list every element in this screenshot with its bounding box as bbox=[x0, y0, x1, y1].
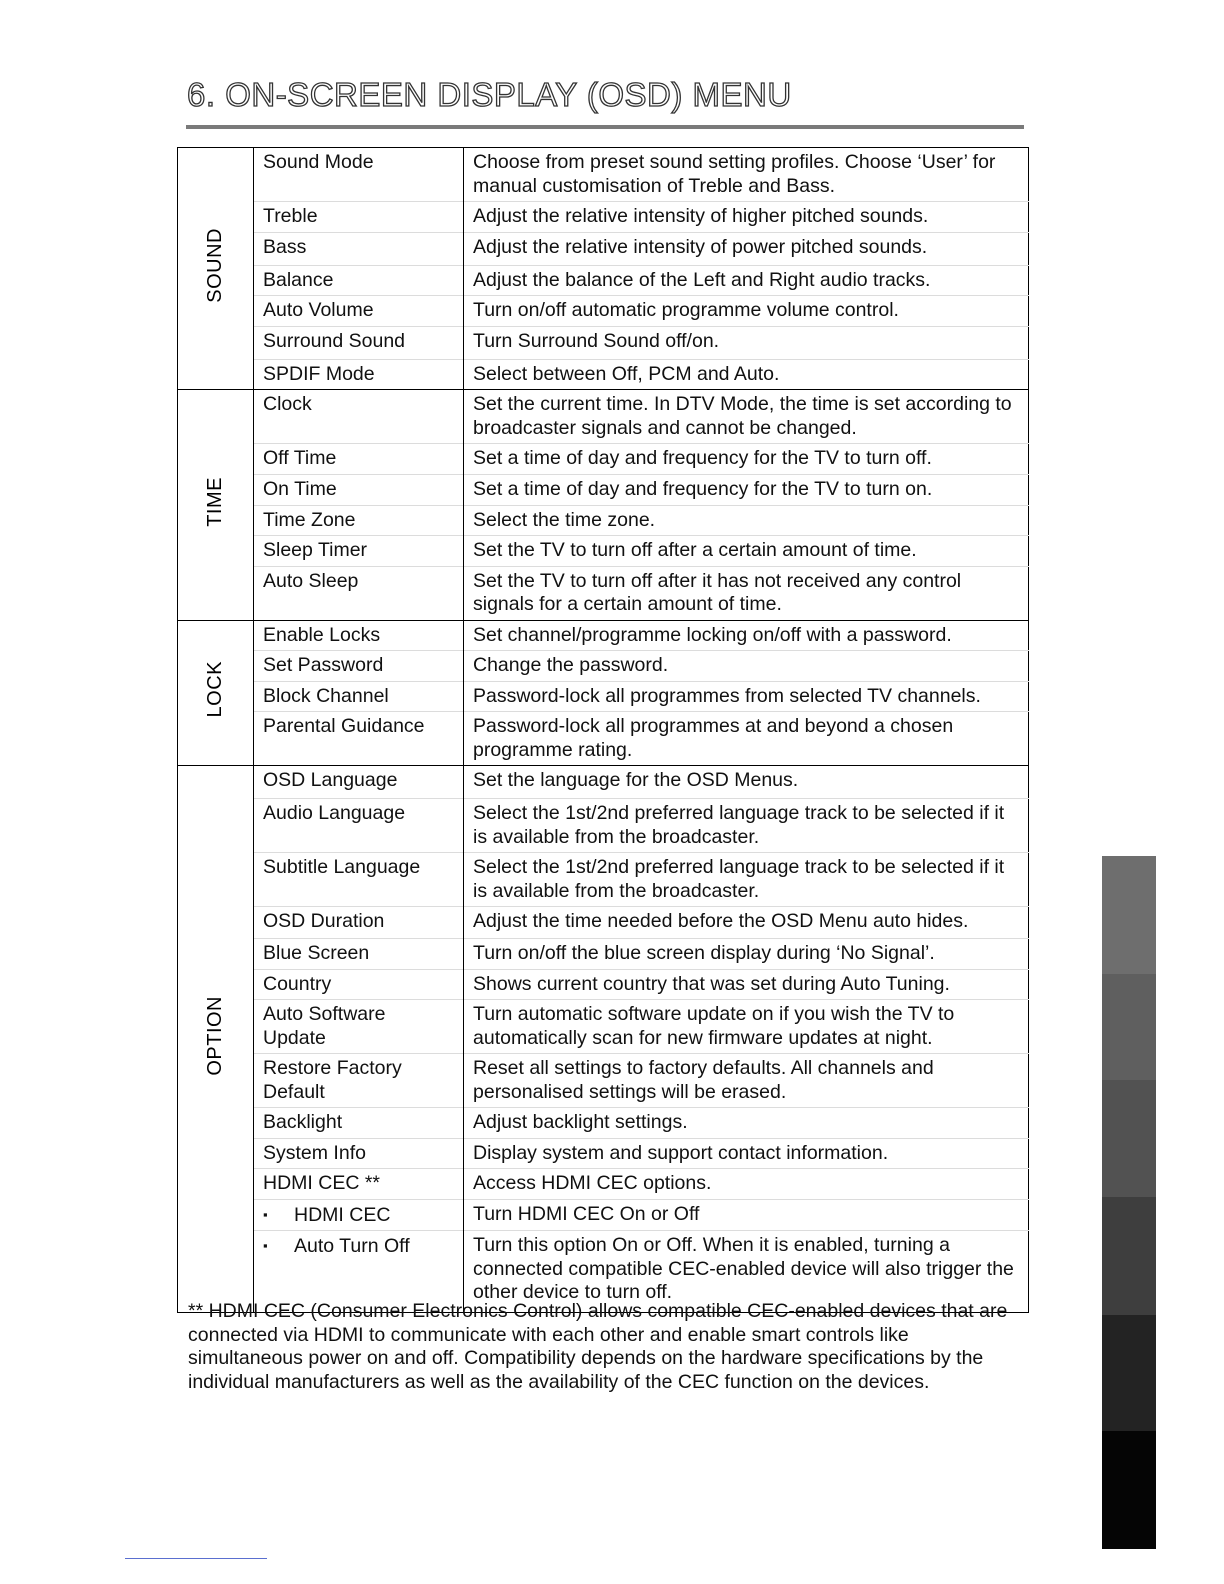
table-row bbox=[178, 651, 1029, 682]
section-thumb-tabs bbox=[1102, 856, 1156, 1549]
menu-item-name bbox=[254, 1199, 464, 1231]
table-row bbox=[178, 148, 1029, 202]
menu-item-label: Restore Factory Default bbox=[263, 1057, 402, 1103]
menu-item-description: Select the time zone. bbox=[464, 505, 1029, 536]
table-row bbox=[178, 1054, 1029, 1108]
menu-item-description: Turn HDMI CEC On or Off bbox=[464, 1199, 1029, 1231]
thumb-tab bbox=[1102, 856, 1156, 974]
menu-item-label: Set Password bbox=[263, 654, 384, 676]
table-row bbox=[178, 359, 1029, 390]
table-row bbox=[178, 939, 1029, 970]
table-row bbox=[178, 505, 1029, 536]
menu-item-name bbox=[254, 766, 464, 799]
category-label: SOUND bbox=[203, 227, 226, 303]
menu-item-description: Adjust backlight settings. bbox=[464, 1108, 1029, 1139]
menu-item-name bbox=[254, 853, 464, 907]
menu-item-name bbox=[254, 444, 464, 475]
menu-item-label: Enable Locks bbox=[263, 623, 381, 646]
menu-item-label: Off Time bbox=[263, 447, 337, 469]
menu-item-description: Set channel/programme locking on/off with a password. bbox=[464, 620, 1029, 651]
menu-item-label: System Info bbox=[263, 1141, 366, 1164]
menu-item-description: Turn automatic software update on if you wish the TV to automatically scan for new firmware updates at night. bbox=[464, 1000, 1029, 1054]
menu-item-name bbox=[254, 232, 464, 265]
menu-item-name bbox=[254, 265, 464, 296]
menu-item-name bbox=[254, 620, 464, 651]
table-row bbox=[178, 474, 1029, 505]
thumb-tab bbox=[1102, 1315, 1156, 1431]
table-row bbox=[178, 907, 1029, 939]
menu-item-label: Auto Turn Off bbox=[294, 1235, 410, 1257]
menu-item-name bbox=[254, 326, 464, 359]
menu-item-label: Parental Guidance bbox=[263, 715, 425, 737]
menu-item-label: Auto Sleep bbox=[263, 569, 359, 592]
menu-item-name bbox=[254, 1169, 464, 1200]
table-row bbox=[178, 1138, 1029, 1169]
menu-item-label: Time Zone bbox=[263, 508, 356, 531]
menu-item-name bbox=[254, 1138, 464, 1169]
menu-item-label: HDMI CEC ** bbox=[263, 1172, 381, 1194]
menu-item-name bbox=[254, 566, 464, 620]
table-row bbox=[178, 444, 1029, 475]
title-divider bbox=[186, 125, 1024, 129]
footer-link-line bbox=[125, 1558, 267, 1559]
menu-item-label: Auto Volume bbox=[263, 299, 374, 321]
bullet-icon: ▪ bbox=[263, 1206, 268, 1222]
table-row bbox=[178, 536, 1029, 567]
menu-item-description: Turn on/off automatic programme volume control. bbox=[464, 296, 1029, 327]
menu-item-description: Turn Surround Sound off/on. bbox=[464, 326, 1029, 359]
hdmi-cec-footnote: ** HDMI CEC (Consumer Electronics Control) allows compatible CEC-enabled devices that are connected via HDMI to communicate with each other and enable smart controls like simultaneous power on and off. Compatibility depends on the hardware specifications by the individual manufacturers as well as the availability of the CEC function on the devices. bbox=[188, 1300, 1008, 1394]
menu-item-description: Shows current country that was set during Auto Tuning. bbox=[464, 969, 1029, 1000]
menu-item-name bbox=[254, 390, 464, 444]
thumb-tab bbox=[1102, 1197, 1156, 1315]
menu-item-description: Select the 1st/2nd preferred language track to be selected if it is available from the broadcaster. bbox=[464, 799, 1029, 853]
menu-item-description: Set the current time. In DTV Mode, the time is set according to broadcaster signals and cannot be changed. bbox=[464, 390, 1029, 444]
menu-item-description: Choose from preset sound setting profiles. Choose ‘User’ for manual customisation of Treble and Bass. bbox=[464, 148, 1029, 202]
category-cell-lock bbox=[178, 620, 254, 766]
osd-menu-table bbox=[177, 147, 1029, 1313]
menu-item-label: Audio Language bbox=[263, 802, 406, 824]
menu-item-name bbox=[254, 969, 464, 1000]
menu-item-name bbox=[254, 907, 464, 939]
menu-item-description: Adjust the relative intensity of power pitched sounds. bbox=[464, 232, 1029, 265]
table-row bbox=[178, 969, 1029, 1000]
menu-item-description: Set the TV to turn off after a certain amount of time. bbox=[464, 536, 1029, 567]
menu-item-description: Access HDMI CEC options. bbox=[464, 1169, 1029, 1200]
category-label: OPTION bbox=[203, 995, 226, 1076]
menu-item-label: Clock bbox=[263, 393, 312, 415]
table-row bbox=[178, 232, 1029, 265]
menu-item-label: Subtitle Language bbox=[263, 856, 421, 878]
table-row bbox=[178, 799, 1029, 853]
menu-item-label: Treble bbox=[263, 205, 318, 227]
category-label: LOCK bbox=[203, 661, 226, 718]
table-row bbox=[178, 566, 1029, 620]
menu-item-name bbox=[254, 939, 464, 970]
table-row bbox=[178, 202, 1029, 233]
menu-item-label: Backlight bbox=[263, 1111, 343, 1133]
menu-item-description: Adjust the balance of the Left and Right audio tracks. bbox=[464, 265, 1029, 296]
menu-item-name bbox=[254, 202, 464, 233]
menu-item-description: Set a time of day and frequency for the TV to turn on. bbox=[464, 474, 1029, 505]
thumb-tab bbox=[1102, 1431, 1156, 1549]
menu-item-description: Set a time of day and frequency for the TV to turn off. bbox=[464, 444, 1029, 475]
table-row bbox=[178, 766, 1029, 799]
menu-item-label: OSD Duration bbox=[263, 910, 385, 932]
menu-item-label: Bass bbox=[263, 235, 307, 258]
menu-item-name bbox=[254, 296, 464, 327]
menu-item-label: Country bbox=[263, 972, 332, 995]
category-label: TIME bbox=[203, 476, 226, 527]
menu-item-description: Turn on/off the blue screen display during ‘No Signal’. bbox=[464, 939, 1029, 970]
menu-item-name bbox=[254, 359, 464, 390]
menu-item-label: Auto Software Update bbox=[263, 1003, 386, 1049]
menu-item-description: Password-lock all programmes from selected TV channels. bbox=[464, 681, 1029, 712]
table-row bbox=[178, 390, 1029, 444]
menu-item-name bbox=[254, 505, 464, 536]
menu-item-label: On Time bbox=[263, 477, 337, 500]
menu-item-name bbox=[254, 1054, 464, 1108]
menu-item-name bbox=[254, 474, 464, 505]
menu-item-description: Display system and support contact information. bbox=[464, 1138, 1029, 1169]
bullet-icon: ▪ bbox=[263, 1238, 268, 1253]
table-row bbox=[178, 1000, 1029, 1054]
menu-item-description: Set the TV to turn off after it has not received any control signals for a certain amount of time. bbox=[464, 566, 1029, 620]
category-cell-option bbox=[178, 766, 254, 1313]
menu-item-description: Adjust the time needed before the OSD Menu auto hides. bbox=[464, 907, 1029, 939]
menu-item-label: Blue Screen bbox=[263, 942, 370, 964]
menu-item-label: Balance bbox=[263, 268, 334, 291]
menu-item-label: Sleep Timer bbox=[263, 539, 368, 561]
menu-item-name bbox=[254, 148, 464, 202]
menu-item-name bbox=[254, 1000, 464, 1054]
table-row bbox=[178, 853, 1029, 907]
table-row bbox=[178, 1169, 1029, 1200]
table-row bbox=[178, 1199, 1029, 1231]
menu-item-name bbox=[254, 681, 464, 712]
menu-item-name bbox=[254, 651, 464, 682]
menu-item-description: Reset all settings to factory defaults. All channels and personalised settings will be erased. bbox=[464, 1054, 1029, 1108]
menu-item-label: OSD Language bbox=[263, 769, 398, 791]
menu-item-description: Change the password. bbox=[464, 651, 1029, 682]
thumb-tab bbox=[1102, 1080, 1156, 1197]
menu-item-label: SPDIF Mode bbox=[263, 362, 375, 385]
page-title: 6. ON-SCREEN DISPLAY (OSD) MENU bbox=[187, 76, 792, 113]
menu-item-description: Adjust the relative intensity of higher pitched sounds. bbox=[464, 202, 1029, 233]
table-row bbox=[178, 620, 1029, 651]
table-row bbox=[178, 326, 1029, 359]
table-row bbox=[178, 296, 1029, 327]
table-row bbox=[178, 265, 1029, 296]
menu-item-name bbox=[254, 536, 464, 567]
table-row bbox=[178, 712, 1029, 766]
menu-item-description: Password-lock all programmes at and beyond a chosen programme rating. bbox=[464, 712, 1029, 766]
menu-item-name bbox=[254, 799, 464, 853]
menu-item-label: HDMI CEC bbox=[294, 1203, 391, 1226]
menu-item-label: Surround Sound bbox=[263, 329, 406, 352]
menu-item-description: Set the language for the OSD Menus. bbox=[464, 766, 1029, 799]
table-row bbox=[178, 1108, 1029, 1139]
menu-item-name bbox=[254, 1108, 464, 1139]
table-row bbox=[178, 681, 1029, 712]
menu-item-description: Select between Off, PCM and Auto. bbox=[464, 359, 1029, 390]
menu-item-description: Select the 1st/2nd preferred language track to be selected if it is available from the broadcaster. bbox=[464, 853, 1029, 907]
menu-item-name bbox=[254, 712, 464, 766]
menu-item-label: Block Channel bbox=[263, 684, 389, 707]
menu-item-label: Sound Mode bbox=[263, 151, 374, 173]
thumb-tab bbox=[1102, 974, 1156, 1080]
category-cell-sound bbox=[178, 148, 254, 390]
menu-item-description: Turn this option On or Off. When it is enabled, turning a connected compatible CEC-enabled device will also trigger the other device to turn off. bbox=[464, 1231, 1029, 1313]
category-cell-time bbox=[178, 390, 254, 621]
